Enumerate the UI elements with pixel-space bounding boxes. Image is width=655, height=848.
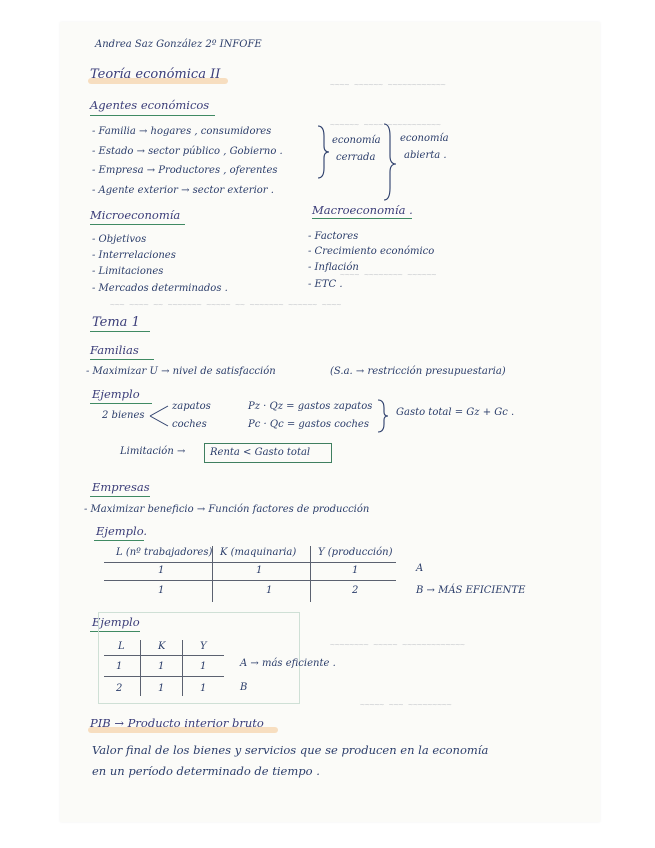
t1-header: K (maquinaria) (220, 547, 297, 558)
t2-cell: 1 (158, 683, 165, 694)
micro-heading: Microeconomía (90, 208, 181, 222)
agentes-heading: Agentes económicos (90, 98, 210, 112)
pc-line: Pc · Qc = gastos coches (248, 419, 369, 430)
empresas-ejemplo1: Ejemplo. (96, 524, 148, 538)
familias-line: - Maximizar U → nivel de satisfacción (86, 366, 276, 377)
pib-line: Valor final de los bienes y servicios que se producen en la economía (92, 743, 489, 757)
t2-header: K (158, 641, 166, 652)
t2-cell: 1 (158, 661, 165, 672)
t1-row-label: B → MÁS EFICIENTE (416, 585, 526, 596)
t2-header: Y (200, 641, 207, 652)
bleed-through: ~~~~ ~~~~~~~~ ~~~~~~ (340, 270, 437, 279)
cerrada-label: economía (332, 135, 381, 146)
bleed-through: ~~~~~~~~ ~~~~~ ~~~~~~~~~~~~~ (330, 640, 465, 649)
pib-heading: PIB → Producto interior bruto (90, 716, 264, 730)
t1-cell: 1 (256, 565, 263, 576)
agentes-item: - Agente exterior → sector exterior . (92, 185, 274, 196)
bleed-through: ~~~~~~ ~~~~ ~~~~~~~~~~~ (330, 120, 441, 129)
micro-item: - Mercados determinados . (92, 283, 228, 294)
t1-cell: 1 (266, 585, 273, 596)
empresas-ejemplo2: Ejemplo (92, 615, 140, 629)
tema1-heading: Tema 1 (92, 315, 140, 330)
macro-item: - ETC . (308, 279, 343, 290)
t2-header: L (118, 641, 125, 652)
bleed-through: ~~~~~ ~~~ ~~~~~~~~~ (360, 700, 452, 709)
familias-heading: Familias (90, 343, 139, 357)
t2-cell: 2 (116, 683, 123, 694)
t2-cell: 1 (116, 661, 123, 672)
abierta-label: economía (400, 133, 449, 144)
macro-item: - Crecimiento económico (308, 246, 435, 257)
agentes-item: - Estado → sector público , Gobierno . (92, 146, 283, 157)
empresas-line: - Maximizar beneficio → Función factores de producción (84, 504, 370, 515)
macro-heading: Macroeconomía . (312, 203, 413, 217)
macro-item: - Inflación (308, 262, 359, 273)
pib-line: en un período determinado de tiempo . (92, 764, 320, 778)
bleed-through: ~~~~ ~~~~~~ ~~~~~~~~~~~~ (330, 80, 446, 89)
t1-cell: 1 (158, 585, 165, 596)
cerrada-label: cerrada (336, 152, 376, 163)
familias-ejemplo: Ejemplo (92, 387, 140, 401)
bienes-label: 2 bienes (102, 410, 145, 421)
macro-item: - Factores (308, 231, 359, 242)
t1-cell: 1 (352, 565, 359, 576)
coches-label: coches (172, 419, 207, 430)
agentes-item: - Empresa → Productores , oferentes (92, 165, 278, 176)
t1-header: Y (producción) (318, 547, 393, 558)
familias-restriccion: (S.a. → restricción presupuestaria) (330, 366, 506, 377)
pz-line: Pz · Qz = gastos zapatos (248, 401, 373, 412)
t1-cell: 2 (352, 585, 359, 596)
gasto-total: Gasto total = Gz + Gc . (396, 407, 515, 418)
micro-item: - Interrelaciones (92, 250, 176, 261)
author-line: Andrea Saz González 2º INFOFE (95, 39, 262, 50)
t1-header: L (nº trabajadores) (116, 547, 213, 558)
micro-item: - Limitaciones (92, 266, 164, 277)
micro-item: - Objetivos (92, 234, 147, 245)
t1-row-label: A (416, 563, 424, 574)
t2-cell: 1 (200, 683, 207, 694)
bleed-through: ~~~ ~~~~ ~~ ~~~~~~~ ~~~~~ ~~ ~~~~~~~ ~~~~~~ ~~~~ (110, 300, 342, 309)
t2-row-label: B (240, 682, 248, 693)
zapatos-label: zapatos (172, 401, 211, 412)
empresas-heading: Empresas (92, 480, 150, 494)
t1-cell: 1 (158, 565, 165, 576)
t2-row-label: A → más eficiente . (240, 658, 336, 669)
limitacion-text: Renta < Gasto total (210, 447, 311, 458)
page-title: Teoría económica II (90, 67, 221, 82)
limitacion-label: Limitación → (120, 446, 186, 457)
t2-cell: 1 (200, 661, 207, 672)
agentes-item: - Familia → hogares , consumidores (92, 126, 272, 137)
abierta-label: abierta . (404, 150, 447, 161)
